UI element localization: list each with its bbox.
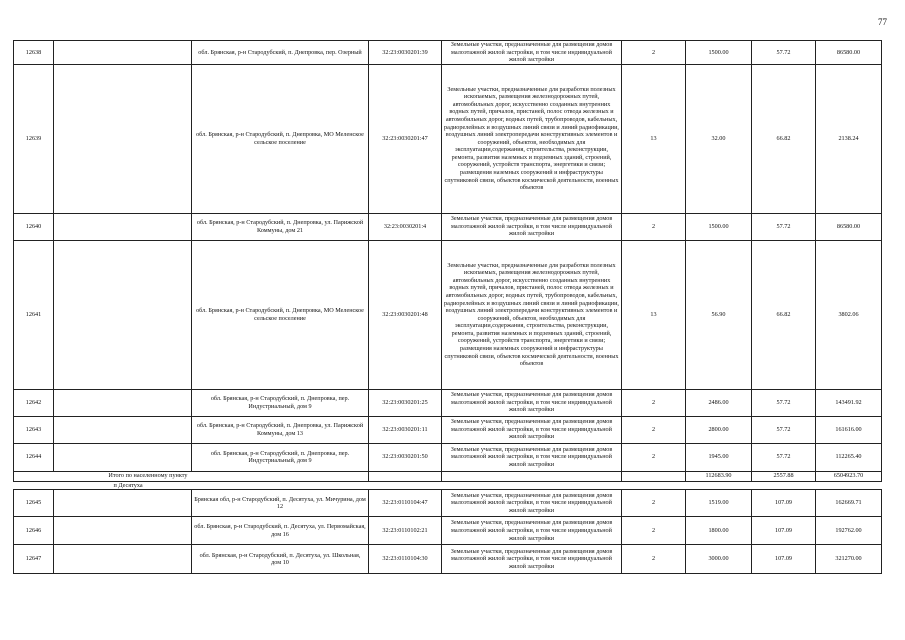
blank-cell — [14, 481, 54, 490]
table-row — [14, 490, 882, 517]
purpose-cell: Земельные участки, предназначенные для размещения домов малоэтажной жилой застройки, в том числе индивидуальной жилой застройки — [442, 416, 622, 443]
specific-value-cell: 57.72 — [752, 443, 816, 471]
cadastral-number-cell: 32:23:0110104:47 — [369, 490, 442, 517]
row-number: 12646 — [14, 517, 54, 545]
cadastral-number-cell: 32:23:0030201:50 — [369, 443, 442, 471]
purpose-cell: Земельные участки, предназначенные для размещения домов малоэтажной жилой застройки, в том числе индивидуальной жилой застройки — [442, 517, 622, 545]
blank-cell — [54, 64, 192, 213]
cadastral-number-cell: 32:23:0030201:39 — [369, 41, 442, 65]
total-cadastral-value: 6504923.70 — [816, 471, 882, 481]
blank-cell — [369, 471, 442, 481]
area-cell: 1500.00 — [686, 41, 752, 65]
group-cell: 13 — [622, 240, 686, 389]
table-row — [14, 416, 882, 443]
group-cell: 2 — [622, 41, 686, 65]
group-cell: 2 — [622, 443, 686, 471]
address-cell: обл. Брянская, р-н Стародубский, п. Днепровка, пер. Индустриальный, дом 9 — [192, 443, 369, 471]
group-cell: 2 — [622, 490, 686, 517]
blank-cell — [54, 443, 192, 471]
area-cell: 2486.00 — [686, 389, 752, 416]
group-cell: 2 — [622, 213, 686, 240]
locality-header-row — [14, 481, 882, 490]
blank-cell — [192, 471, 369, 481]
address-cell: обл. Брянская, р-н Стародубский, п. Днепровка, МО Меленское сельское поселение — [192, 240, 369, 389]
table-row — [14, 443, 882, 471]
total-specific-value: 2557.88 — [752, 471, 816, 481]
row-number: 12640 — [14, 213, 54, 240]
blank-cell — [369, 481, 882, 490]
table-row — [14, 213, 882, 240]
address-cell: обл. Брянская, р-н Стародубский, п. Днепровка, пер. Озерный — [192, 41, 369, 65]
address-cell: обл. Брянская, р-н Стародубский, п. Днепровка, ул. Парижской Коммуны, дом 13 — [192, 416, 369, 443]
group-cell: 13 — [622, 64, 686, 213]
area-cell: 1519.00 — [686, 490, 752, 517]
specific-value-cell: 66.82 — [752, 240, 816, 389]
blank-cell — [54, 517, 192, 545]
purpose-cell: Земельные участки, предназначенные для разработки полезных ископаемых, размещения железнодорожных путей, автомобильных дорог, искусственно созданных внутренних водных путей, причалов, пристаней, полос отвода железных и автомобильных дорог, водных путей, трубопроводов, кабельных, радиорелейных и воздушных линий связи и линий радиофикации, воздушных линий электропередачи конструктивных элементов и сооружений, объектов, необходимых для эксплуатации,содержания, строительства, реконструкции, ремонта, развития наземных и подземных зданий, строений, сооружений, устройств транспорта, энергетики и связи; размещения наземных сооружений и инфраструктуры спутниковой связи, объектов космической деятельности, военных объектов — [442, 240, 622, 389]
blank-cell — [54, 240, 192, 389]
cadastral-number-cell: 32:23:0030201:25 — [369, 389, 442, 416]
blank-cell — [54, 389, 192, 416]
row-number: 12642 — [14, 389, 54, 416]
row-number: 12641 — [14, 240, 54, 389]
cadastral-value-cell: 162669.71 — [816, 490, 882, 517]
group-cell: 2 — [622, 517, 686, 545]
cadastral-number-cell: 32:23:0030201:11 — [369, 416, 442, 443]
cadastral-value-cell: 3802.06 — [816, 240, 882, 389]
table-row — [14, 389, 882, 416]
area-cell: 32.00 — [686, 64, 752, 213]
page-number: 77 — [878, 17, 887, 27]
row-number: 12645 — [14, 490, 54, 517]
cadastral-value-cell: 161616.00 — [816, 416, 882, 443]
total-area: 112683.90 — [686, 471, 752, 481]
specific-value-cell: 57.72 — [752, 41, 816, 65]
purpose-cell: Земельные участки, предназначенные для размещения домов малоэтажной жилой застройки, в том числе индивидуальной жилой застройки — [442, 389, 622, 416]
row-number: 12638 — [14, 41, 54, 65]
area-cell: 1800.00 — [686, 517, 752, 545]
row-number: 12643 — [14, 416, 54, 443]
locality-name: п Десятуха — [113, 481, 143, 489]
group-cell: 2 — [622, 545, 686, 574]
blank-cell — [54, 213, 192, 240]
purpose-cell: Земельные участки, предназначенные для размещения домов малоэтажной жилой застройки, в том числе индивидуальной жилой застройки — [442, 545, 622, 574]
table-row — [14, 41, 882, 65]
cadastral-value-cell: 192762.00 — [816, 517, 882, 545]
purpose-cell: Земельные участки, предназначенные для размещения домов малоэтажной жилой застройки, в том числе индивидуальной жилой застройки — [442, 213, 622, 240]
blank-cell — [54, 41, 192, 65]
purpose-cell: Земельные участки, предназначенные для размещения домов малоэтажной жилой застройки, в том числе индивидуальной жилой застройки — [442, 443, 622, 471]
table-row — [14, 240, 882, 389]
address-cell: обл. Брянская, р-н Стародубский, п. Днепровка, пер. Индустриальный, дом 9 — [192, 389, 369, 416]
total-label: Итого по населенному пункту — [14, 471, 192, 481]
specific-value-cell: 57.72 — [752, 389, 816, 416]
address-cell: обл. Брянская, р-н Стародубский, п. Десятуха, ул. Школьная, дом 10 — [192, 545, 369, 574]
area-cell: 56.90 — [686, 240, 752, 389]
specific-value-cell: 107.09 — [752, 517, 816, 545]
area-cell: 3000.00 — [686, 545, 752, 574]
cadastral-number-cell: 32:23:0110102:21 — [369, 517, 442, 545]
group-cell: 2 — [622, 416, 686, 443]
cadastral-value-cell: 2138.24 — [816, 64, 882, 213]
table-row — [14, 64, 882, 213]
specific-value-cell: 107.09 — [752, 545, 816, 574]
table-row — [14, 545, 882, 574]
blank-cell — [54, 490, 192, 517]
cadastral-value-cell: 112265.40 — [816, 443, 882, 471]
area-cell: 1945.00 — [686, 443, 752, 471]
cadastral-number-cell: 32:23:0030201:4 — [369, 213, 442, 240]
cadastral-number-cell: 32:23:0030201:47 — [369, 64, 442, 213]
address-cell: обл. Брянская, р-н Стародубский, п. Днепровка, МО Меленское сельское поселение — [192, 64, 369, 213]
cadastral-number-cell: 32:23:0030201:48 — [369, 240, 442, 389]
cadastral-value-cell: 86580.00 — [816, 213, 882, 240]
row-number: 12647 — [14, 545, 54, 574]
blank-cell — [622, 471, 686, 481]
group-cell: 2 — [622, 389, 686, 416]
purpose-cell: Земельные участки, предназначенные для разработки полезных ископаемых, размещения железнодорожных путей, автомобильных дорог, искусственно созданных внутренних водных путей, причалов, пристаней, полос отвода железных и автомобильных дорог, водных путей, трубопроводов, кабельных, радиорелейных и воздушных линий связи и линий радиофикации, воздушных линий электропередачи конструктивных элементов и сооружений, объектов, необходимых для эксплуатации,содержания, строительства, реконструкции, ремонта, развития наземных и подземных зданий, строений, сооружений, устройств транспорта, энергетики и связи; размещения наземных сооружений и инфраструктуры спутниковой связи, объектов космической деятельности, военных объектов — [442, 64, 622, 213]
specific-value-cell: 107.09 — [752, 490, 816, 517]
blank-cell — [54, 545, 192, 574]
cadastral-value-cell: 321270.00 — [816, 545, 882, 574]
purpose-cell: Земельные участки, предназначенные для размещения домов малоэтажной жилой застройки, в том числе индивидуальной жилой застройки — [442, 490, 622, 517]
blank-cell — [54, 416, 192, 443]
cadastral-value-table — [13, 40, 882, 574]
row-number: 12644 — [14, 443, 54, 471]
cadastral-value-cell: 86580.00 — [816, 41, 882, 65]
specific-value-cell: 57.72 — [752, 416, 816, 443]
specific-value-cell: 57.72 — [752, 213, 816, 240]
blank-cell — [442, 471, 622, 481]
specific-value-cell: 66.82 — [752, 64, 816, 213]
table-row — [14, 517, 882, 545]
cadastral-value-cell: 143491.92 — [816, 389, 882, 416]
address-cell: Брянская обл, р-н Стародубский, п. Десятуха, ул. Мичурина, дом 12 — [192, 490, 369, 517]
area-cell: 2800.00 — [686, 416, 752, 443]
total-row — [14, 471, 882, 481]
cadastral-number-cell: 32:23:0110104:30 — [369, 545, 442, 574]
address-cell: обл. Брянская, р-н Стародубский, п. Днепровка, ул. Парижской Коммуны, дом 21 — [192, 213, 369, 240]
area-cell: 1500.00 — [686, 213, 752, 240]
purpose-cell: Земельные участки, предназначенные для размещения домов малоэтажной жилой застройки, в том числе индивидуальной жилой застройки — [442, 41, 622, 65]
row-number: 12639 — [14, 64, 54, 213]
address-cell: обл. Брянская, р-н Стародубский, п. Десятуха, ул. Первомайская, дом 16 — [192, 517, 369, 545]
